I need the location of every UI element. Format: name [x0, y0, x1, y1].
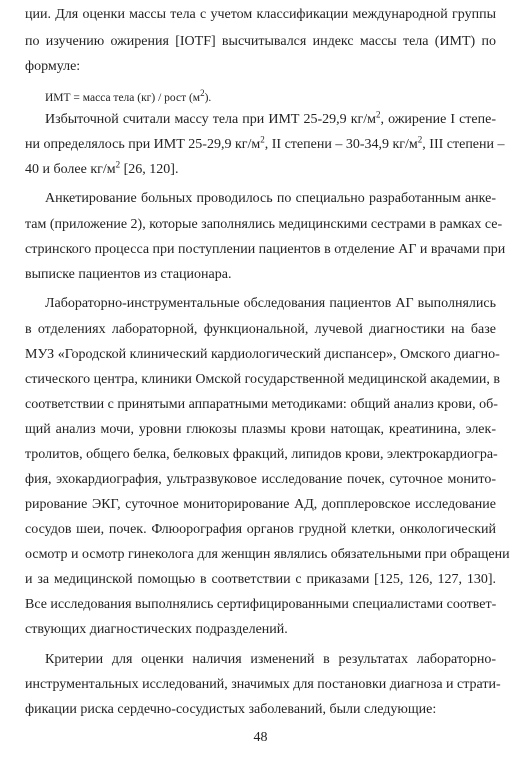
- formula-tail: ).: [204, 92, 212, 104]
- text-span: , ожирение I степе-: [380, 112, 496, 127]
- text-line: фикации риска сердечно-сосудистых заболеваний, были следующие:: [25, 702, 437, 717]
- text-line: Все исследования выполнялись сертифицированными специалистами соответ-: [25, 597, 497, 612]
- text-line: Лабораторно-инструментальные обследования пациентов АГ выполнялись: [45, 296, 496, 311]
- text-line: сосудов шеи, почек. Флюорография органов грудной клетки, онкологический: [25, 522, 496, 537]
- text-line: стринского процесса при поступлении пациентов в отделение АГ и врачами при: [25, 242, 506, 257]
- text-line: ции. Для оценки массы тела с учетом классификации международной группы: [25, 7, 496, 22]
- text-line: МУЗ «Городской клинический кардиологический диспансер», Омского диагно-: [25, 347, 500, 362]
- text-line: фия, эхокардиография, ультразвуковое исследование почек, суточное монито-: [25, 472, 496, 487]
- formula-line: [45, 89, 345, 107]
- text-line: формуле:: [25, 59, 81, 74]
- text-line: инструментальных исследований, значимых для постановки диагноза и страти-: [25, 677, 501, 692]
- text-line: стического центра, клиники Омской государственной медицинской академии, в: [25, 372, 501, 387]
- text-span: , III степени –: [422, 137, 505, 152]
- superscript: 2: [200, 88, 205, 99]
- superscript: 2: [417, 134, 423, 145]
- text-line: [45, 111, 496, 129]
- page-number: 48: [253, 730, 268, 745]
- superscript: 2: [376, 109, 381, 120]
- text-line: [25, 134, 505, 154]
- text-line: выписке пациентов из стационара.: [25, 267, 232, 282]
- text-span: ни определялось при ИМТ 25-29,9 кг/м: [25, 137, 261, 152]
- text-line: тролитов, общего белка, белковых фракций, липидов крови, электрокардиогра-: [25, 447, 498, 462]
- superscript: 2: [260, 134, 265, 145]
- text-span: , II степени – 30-34,9 кг/м: [264, 137, 418, 152]
- text-line: Анкетирование больных проводилось по специально разработанным анке-: [45, 191, 496, 206]
- text-line: там (приложение 2), которые заполнялись медицинскими сестрами в рамках се-: [25, 217, 503, 232]
- text-line: осмотр и осмотр гинеколога для женщин являлись обязательными при обращени: [25, 547, 510, 562]
- text-span: [26, 120].: [120, 162, 179, 177]
- text-line: рирование ЭКГ, суточное мониторирование АД, допплеровское исследование: [25, 497, 496, 512]
- text-span: 40 и более кг/м: [25, 162, 116, 177]
- formula-text: ИМТ = масса тела (кг) / рост (м: [45, 92, 201, 104]
- text-line: в отделениях лабораторной, функциональной, лучевой диагностики на базе: [25, 322, 496, 337]
- text-line: и за медицинской помощью в соответствии с приказами [125, 126, 127, 130].: [25, 572, 496, 587]
- text-line: [25, 161, 496, 179]
- text-line: щий анализ мочи, уровни глюкозы плазмы крови натощак, креатинина, элек-: [25, 422, 496, 437]
- text-line: по изучению ожирения [IOTF] высчитывался индекс массы тела (ИМТ) по: [25, 34, 496, 49]
- superscript: 2: [115, 159, 121, 170]
- text-span: Избыточной считали массу тела при ИМТ 25-29,9 кг/м: [45, 112, 377, 127]
- text-line: ствующих диагностических подразделений.: [25, 622, 288, 637]
- text-line: соответствии с принятыми аппаратными методиками: общий анализ крови, об-: [25, 397, 498, 412]
- text-line: Критерии для оценки наличия изменений в результатах лабораторно-: [45, 652, 496, 667]
